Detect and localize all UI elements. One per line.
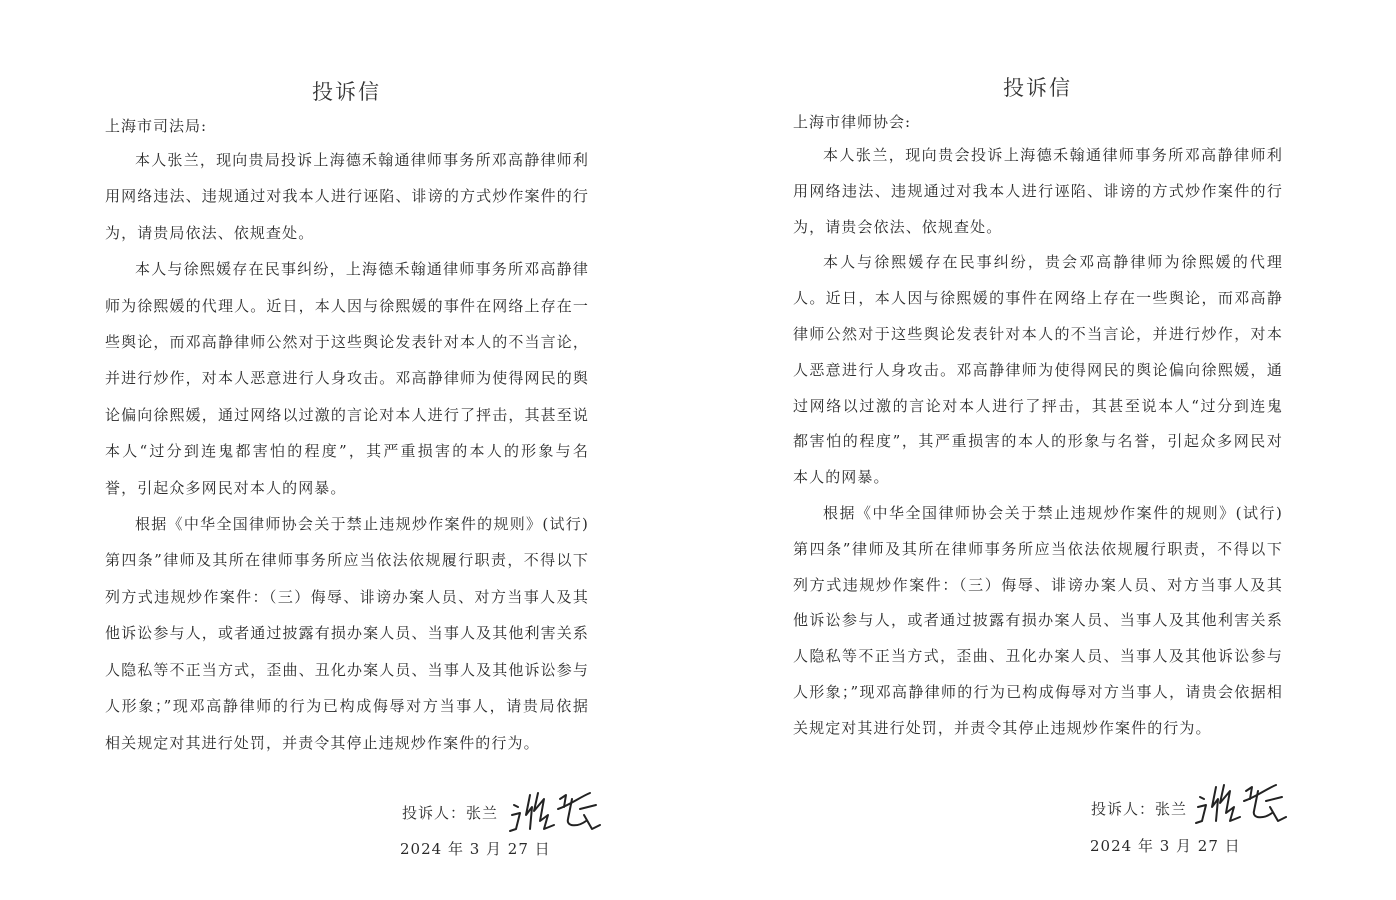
letter-paragraph-3: 根据《中华全国律师协会关于禁止违规炒作案件的规则》(试行)第四条”律师及其所在律师事务所应当依法依规履行职责，不得以下列方式违规炒作案件：（三）侮辱、诽谤办案人员、对方当事人及其他诉讼参与人，或者通过披露有损办案人员、当事人及其他利害关系人隐私等不正当方式，歪曲、丑化办案人员、当事人及其他诉讼参与人形象；”现邓高静律师的行为已构成侮辱对方当事人，请贵会依据相关规定对其进行处罚，并责令其停止违规炒作案件的行为。: [793, 503, 1283, 737]
letter-paragraph-2: 本人与徐熙媛存在民事纠纷，贵会邓高静律师为徐熙媛的代理人。近日，本人因与徐熙媛的事件在网络上存在一些舆论，而邓高静律师公然对于这些舆论发表针对本人的不当言论，并进行炒作，对本人恶意进行人身攻击。邓高静律师为使得网民的舆论偏向徐熙媛，通过网络以过激的言论对本人进行了抨击，其甚至说本人“过分到连鬼都害怕的程度”，其严重损害的本人的形象与名誉，引起众多网民对本人的网暴。: [793, 253, 1283, 487]
complainant-label: 投诉人：张兰: [1091, 800, 1188, 818]
letter-paragraph-2: 本人与徐熙媛存在民事纠纷，上海德禾翰通律师事务所邓高静律师为徐熙媛的代理人。近日，本人因与徐熙媛的事件在网络上存在一些舆论，而邓高静律师公然对于这些舆论发表针对本人的不当言论，并进行炒作，对本人恶意进行人身攻击。邓高静律师为使得网民的舆论偏向徐熙媛，通过网络以过激的言论对本人进行了抨击，其甚至说本人“过分到连鬼都害怕的程度”，其严重损害的本人的形象与名誉，引起众多网民对本人的网暴。: [105, 260, 589, 497]
letter-title: 投诉信: [312, 80, 381, 104]
letter-body: [105, 142, 589, 761]
complainant-label: 投诉人：张兰: [402, 804, 499, 822]
letter-paragraph-3: 根据《中华全国律师协会关于禁止违规炒作案件的规则》(试行)第四条”律师及其所在律师事务所应当依法依规履行职责，不得以下列方式违规炒作案件：（三）侮辱、诽谤办案人员、对方当事人及其他诉讼参与人，或者通过披露有损办案人员、当事人及其他利害关系人隐私等不正当方式，歪曲、丑化办案人员、当事人及其他诉讼参与人形象；”现邓高静律师的行为已构成侮辱对方当事人，请贵局依据相关规定对其进行处罚，并责令其停止违规炒作案件的行为。: [105, 515, 589, 752]
letter-body: [793, 138, 1283, 747]
handwritten-signature: [1186, 777, 1296, 827]
letter-date: 2024 年 3 月 27 日: [1090, 837, 1241, 855]
letter-date: 2024 年 3 月 27 日: [400, 840, 551, 858]
letter-recipient: 上海市律师协会:: [793, 113, 912, 131]
letter-page-lawyers-association: [698, 0, 1396, 900]
letter-title: 投诉信: [1003, 76, 1072, 100]
handwritten-signature: [500, 785, 610, 835]
letter-paragraph-1: 本人张兰，现向贵会投诉上海德禾翰通律师事务所邓高静律师利用网络违法、违规通过对我本人进行诬陷、诽谤的方式炒作案件的行为，请贵会依法、依规查处。: [793, 146, 1283, 236]
letter-recipient: 上海市司法局:: [105, 117, 208, 135]
letter-paragraph-1: 本人张兰，现向贵局投诉上海德禾翰通律师事务所邓高静律师利用网络违法、违规通过对我本人进行诬陷、诽谤的方式炒作案件的行为，请贵局依法、依规查处。: [105, 151, 589, 242]
